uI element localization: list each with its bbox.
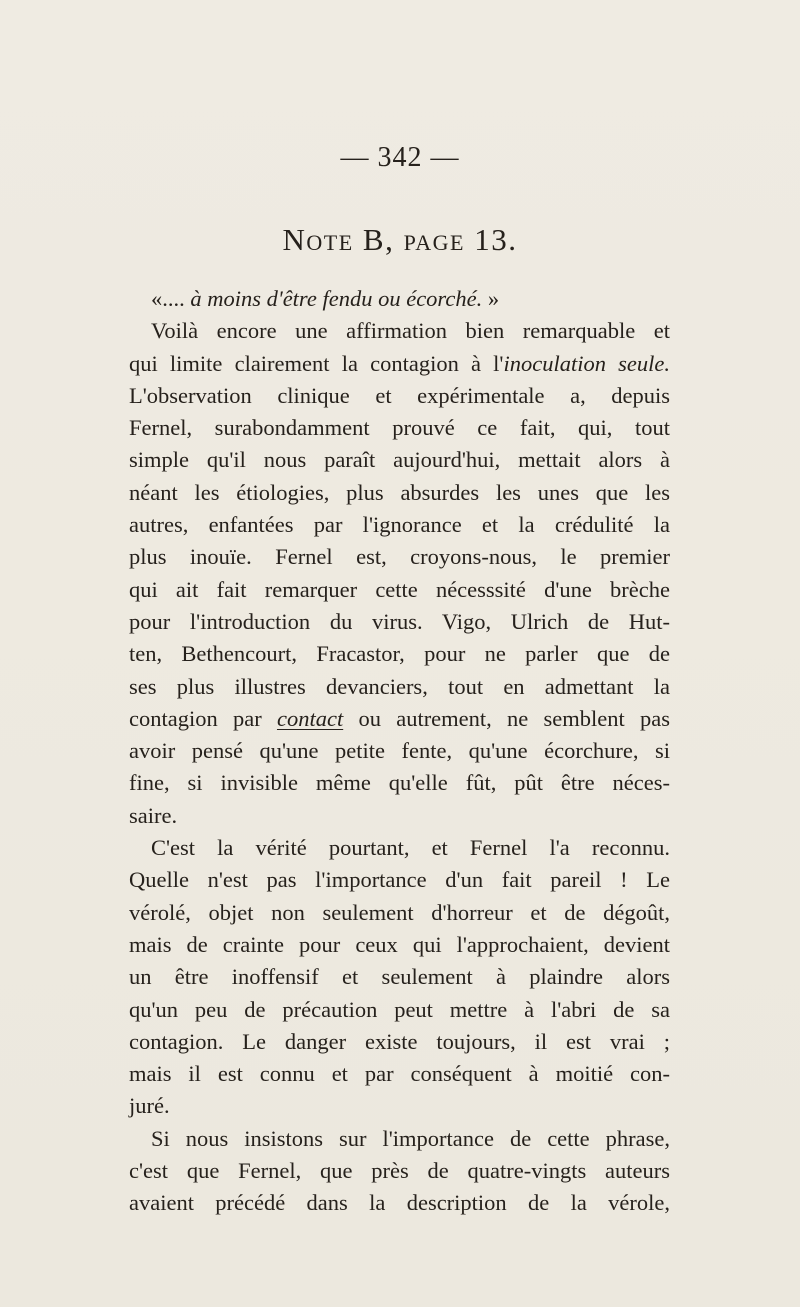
italic-underlined-word: contact: [276, 705, 344, 731]
text-line: simple qu'il nous paraît aujourd'hui, mettait alors à: [129, 447, 670, 473]
text-line: pour l'introduction du virus. Vigo, Ulrich de Hut-: [129, 608, 670, 634]
text-span: qui limite clairement la contagion à l': [129, 350, 504, 376]
text-line: [129, 348, 670, 380]
text-line: juré.: [129, 1093, 170, 1119]
text-line: Voilà encore une affirmation bien remarquable et: [151, 318, 670, 344]
text-line: C'est la vérité pourtant, et Fernel l'a reconnu.: [151, 835, 670, 861]
text-line: néant les étiologies, plus absurdes les unes que les: [129, 479, 670, 505]
text-line: [129, 703, 670, 735]
text-span: contagion par: [129, 705, 277, 731]
text-line: saire.: [129, 802, 178, 828]
text-line: Fernel, surabondamment prouvé ce fait, qui, tout: [129, 415, 670, 441]
text-line: mais de crainte pour ceux qui l'approchaient, devient: [129, 931, 670, 957]
note-title-label: Note B, page: [282, 222, 465, 257]
text-line: plus inouïe. Fernel est, croyons-nous, le premier: [129, 544, 670, 570]
text-line: Quelle n'est pas l'importance d'un fait pareil ! Le: [129, 867, 670, 893]
text-line: ses plus illustres devanciers, tout en admettant la: [129, 673, 670, 699]
text-line: avaient précédé dans la description de la vérole,: [129, 1190, 670, 1216]
text-line: autres, enfantées par l'ignorance et la crédulité la: [129, 512, 670, 538]
text-line: un être inoffensif et seulement à plaindre alors: [129, 964, 670, 990]
text-line: Si nous insistons sur l'importance de cette phrase,: [151, 1125, 670, 1151]
text-span: ou autrement, ne semblent pas: [343, 705, 670, 731]
text-line: c'est que Fernel, que près de quatre-vingts auteurs: [129, 1158, 670, 1184]
quote-open: «....: [151, 286, 191, 311]
italic-phrase: inoculation seule.: [503, 350, 670, 376]
text-line: vérolé, objet non seulement d'horreur et de dégoût,: [129, 899, 670, 925]
text-line: qu'un peu de précaution peut mettre à l'abri de sa: [129, 996, 670, 1022]
text-line: fine, si invisible même qu'elle fût, pût être néces-: [129, 770, 670, 796]
quote-line: [129, 283, 670, 315]
text-line: qui ait fait remarquer cette nécesssité d'une brèche: [129, 576, 670, 602]
note-title-page-ref: 13.: [465, 222, 518, 257]
quote-close: »: [482, 286, 500, 311]
page-number: — 342 —: [340, 142, 460, 173]
text-line: contagion. Le danger existe toujours, il est vrai ;: [129, 1028, 670, 1054]
body-text: [129, 283, 670, 1220]
text-line: avoir pensé qu'une petite fente, qu'une écorchure, si: [129, 738, 670, 764]
text-line: mais il est connu et par conséquent à moitié con-: [129, 1061, 670, 1087]
text-line: ten, Bethencourt, Fracastor, pour ne parler que de: [129, 641, 670, 667]
quote-italic: à moins d'être fendu ou écorché.: [190, 286, 483, 311]
note-title: [0, 222, 800, 258]
text-line: L'observation clinique et expérimentale a, depuis: [129, 382, 670, 408]
